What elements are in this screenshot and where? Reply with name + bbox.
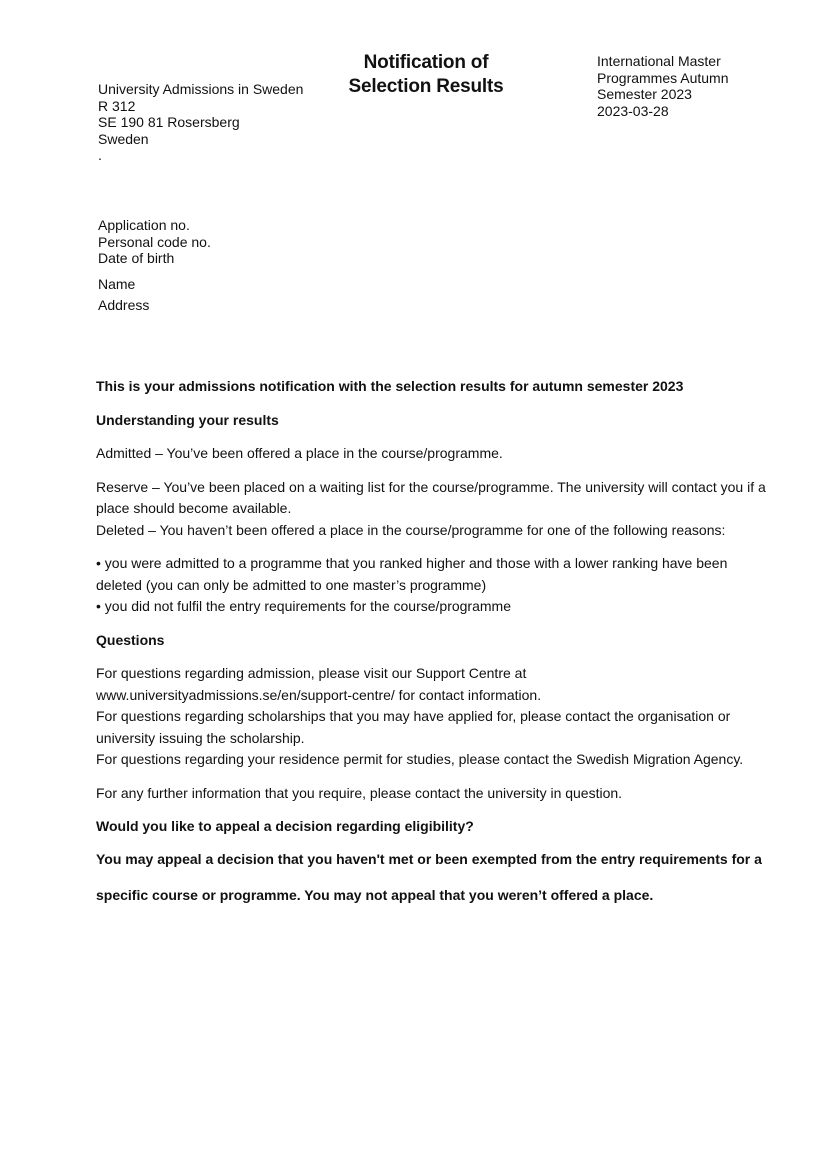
sender-line: Sweden (98, 130, 149, 147)
sender-line: . (98, 147, 102, 163)
sender-line: SE 190 81 Rosersberg (98, 114, 240, 130)
further-info-text: For any further information that you require, please contact the university in question. (96, 784, 623, 801)
title-line-1: Notification of (363, 52, 489, 73)
personal-code-label: Personal code no. (98, 233, 211, 250)
meta-line: Programmes Autumn (597, 69, 729, 86)
document-date: 2023-03-28 (597, 102, 669, 119)
application-no-label: Application no. (98, 217, 190, 233)
letter-body (96, 376, 776, 913)
applicant-identifiers (98, 217, 211, 267)
reason-item: • you did not fulfil the entry requirements for the course/programme (96, 598, 511, 614)
title-line-2: Selection Results (348, 76, 504, 97)
deleted-text: Deleted – You haven’t been offered a place in the course/programme for one of the following reasons: (96, 521, 726, 538)
admitted-text: Admitted – You’ve been offered a place in the course/programme. (96, 445, 503, 461)
meta-line: International Master (597, 53, 721, 69)
applicant-name-address (98, 274, 149, 315)
reason-item: • you were admitted to a programme that you ranked higher and those with a lower ranking have been deleted (you can only be admitted to one master’s programme) (96, 555, 728, 593)
intro-heading: This is your admissions notification with the selection results for autumn semester 2023 (96, 378, 684, 394)
sender-line: R 312 (98, 97, 136, 114)
reserve-text: Reserve – You’ve been placed on a waiting list for the course/programme. The university will contact you if a place should become available. (96, 478, 766, 516)
appeal-heading: Would you like to appeal a decision regarding eligibility? (96, 818, 474, 834)
understanding-heading: Understanding your results (96, 411, 279, 428)
scholarship-questions-text: For questions regarding scholarships that you may have applied for, please contact the organisation or university issuing the scholarship. (96, 708, 731, 746)
appeal-text: You may appeal a decision that you haven't met or been exempted from the entry requirements for a specific course or programme. You may not appeal that you weren’t offered a place. (96, 850, 762, 903)
date-of-birth-label: Date of birth (98, 250, 175, 266)
address-label: Address (98, 296, 150, 313)
meta-line: Semester 2023 (597, 86, 692, 103)
residence-questions-text: For questions regarding your residence permit for studies, please contact the Swedish Migration Agency. (96, 751, 744, 767)
questions-heading: Questions (96, 631, 165, 648)
document-title (336, 51, 516, 99)
name-label: Name (98, 276, 136, 292)
sender-address (98, 81, 303, 164)
admission-questions-text: For questions regarding admission, please visit our Support Centre at www.universityadmissions.se/en/support-centre/ for contact information. (96, 665, 542, 703)
sender-line: University Admissions in Sweden (98, 81, 304, 97)
document-meta (597, 53, 729, 119)
